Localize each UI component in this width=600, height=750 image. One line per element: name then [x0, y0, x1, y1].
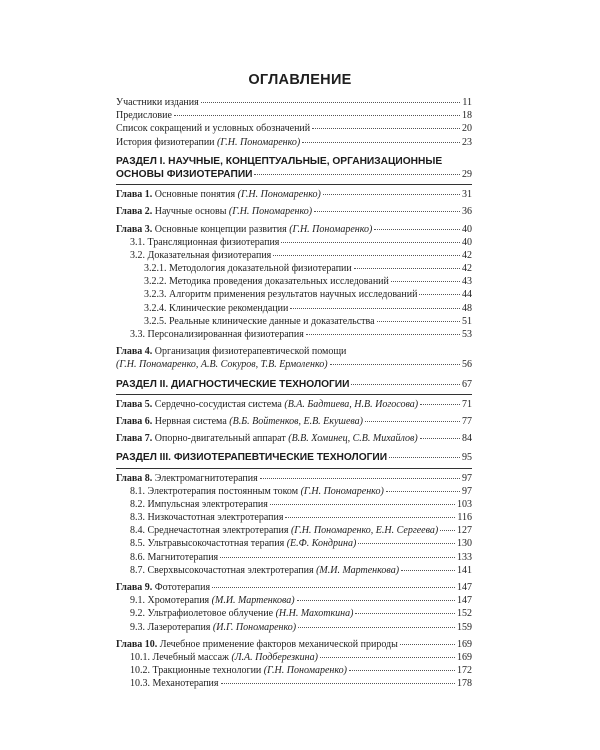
page-title: ОГЛАВЛЕНИЕ [248, 72, 352, 88]
toc-entry-label [116, 433, 418, 444]
dot-leader [174, 115, 460, 116]
toc-entry-page: 18 [462, 110, 472, 122]
dot-leader [420, 404, 460, 405]
toc-entry-page: 48 [462, 302, 472, 314]
chapter-entry[interactable] [116, 346, 472, 372]
dot-leader [351, 384, 460, 385]
subsection-author: (Г.Н. Пономаренко) [300, 485, 384, 497]
toc-entry-page: 130 [457, 538, 472, 550]
dot-leader [201, 102, 461, 103]
toc-entry-page: 103 [457, 498, 472, 510]
chapter-title: Лечебное применение факторов механической природы [159, 638, 398, 650]
toc-entry-label [116, 359, 328, 370]
subsection-entry[interactable] [116, 665, 472, 678]
subsection-number: 3.3. [130, 329, 145, 340]
subsection-entry[interactable] [116, 512, 472, 525]
toc-entry-page: 147 [457, 582, 472, 593]
toc-entry-label [130, 499, 268, 510]
chapter-number: Глава 3. [116, 223, 153, 235]
subsection-entry[interactable] [116, 250, 472, 263]
subsection-number: 8.2. [130, 498, 145, 510]
subsection-title: Механотерапия [152, 678, 219, 690]
toc-entry[interactable] [116, 137, 472, 150]
dot-leader [355, 613, 455, 614]
dot-leader [440, 530, 455, 531]
toc-entry-label [130, 525, 438, 536]
toc-entry-page: 42 [462, 249, 472, 261]
dot-leader [386, 491, 460, 492]
entry-title: Участники издания [116, 97, 199, 108]
chapter-number: Глава 5. [116, 398, 153, 410]
subsection-entry[interactable] [116, 652, 472, 665]
subsection-title: Методология доказательной физиотерапии [169, 263, 352, 275]
subsection-title: Клинические рекомендации [169, 302, 289, 314]
subsection-number: 10.3. [130, 678, 150, 690]
toc-entry-page: 97 [462, 485, 472, 497]
toc-entry-label [116, 639, 398, 650]
toc-entry-label [116, 416, 363, 427]
dot-leader [306, 334, 460, 335]
dot-leader [374, 229, 460, 230]
subsection-entry[interactable] [116, 552, 472, 565]
subsection-entry[interactable] [116, 329, 472, 342]
toc-entry-label [130, 565, 399, 576]
subsection-author: (И.Г. Пономаренко) [212, 621, 297, 633]
toc-entry-page: 141 [457, 564, 472, 576]
subsection-entry[interactable] [116, 237, 472, 250]
dot-leader [254, 174, 460, 175]
toc-entry-label [116, 399, 418, 410]
dot-leader [389, 457, 460, 458]
toc-entry-page: 159 [457, 621, 472, 633]
chapter-entry[interactable] [116, 206, 472, 219]
dot-leader [260, 478, 460, 479]
chapter-title: Электромагнитотерапия [154, 472, 258, 484]
toc-entry-page: 40 [462, 236, 472, 248]
toc-entry-label [130, 237, 279, 248]
toc-entry-page: 97 [462, 472, 472, 484]
dot-leader [312, 128, 460, 129]
chapter-author: (В.Б. Войтенков, Е.В. Екушева) [229, 415, 364, 427]
chapter-entry[interactable] [116, 582, 472, 595]
chapter-title: Научные основы [154, 206, 227, 218]
section-rule [116, 184, 472, 185]
dot-leader [302, 142, 460, 143]
chapter-entry-line [116, 346, 472, 359]
subsection-title: Трансляционная физиотерапия [147, 236, 280, 248]
section-heading-line [116, 156, 472, 169]
subsection-number: 9.1. [130, 595, 145, 607]
toc-entry-label [130, 665, 347, 676]
toc-entry-label [116, 206, 312, 217]
toc-entry-page: 116 [457, 512, 472, 524]
subsection-number: 8.1. [130, 485, 145, 497]
subsection-number: 3.2. [130, 249, 145, 261]
dot-leader [349, 670, 455, 671]
chapter-entry-row [116, 359, 472, 372]
dot-leader [212, 587, 455, 588]
subsection-title: Алгоритм применения результатов научных исследований [169, 289, 418, 301]
subsection-entry[interactable] [116, 316, 472, 329]
chapter-entry[interactable] [116, 416, 472, 429]
chapter-number: Глава 9. [116, 582, 153, 593]
dot-leader [365, 421, 460, 422]
section-heading-row [116, 452, 472, 465]
subsection-entry[interactable] [116, 486, 472, 499]
subsection-number: 10.1. [130, 651, 150, 663]
toc-entry-page: 31 [462, 189, 472, 201]
chapter-title: Основные концепции развития [154, 223, 287, 235]
toc-entry-label [116, 224, 372, 235]
subsection-title: Сверхвысокочастотная электротерапия [147, 564, 314, 576]
dot-leader [314, 211, 460, 212]
subsection-author: (Е.Ф. Кондрина) [286, 538, 357, 550]
subsection-entry[interactable] [116, 622, 472, 635]
dot-leader [290, 308, 460, 309]
section-rule [116, 394, 472, 395]
dot-leader [273, 255, 460, 256]
entry-title: Список сокращений и условных обозначений [116, 123, 311, 135]
subsection-title: Реальные клинические данные и доказательства [169, 315, 375, 327]
toc-entry-label [130, 512, 283, 523]
section-page: 29 [462, 168, 472, 180]
subsection-title: Хромотерапия [147, 595, 210, 607]
chapter-title: Основные понятия [154, 189, 236, 201]
subsection-number: 3.2.4. [144, 302, 167, 314]
dot-leader [420, 438, 460, 439]
toc-entry-page: 127 [457, 525, 472, 537]
section-page: 95 [462, 452, 472, 464]
toc-entry-label [116, 582, 210, 593]
chapter-entry[interactable] [116, 189, 472, 202]
subsection-title: Лазеротерапия [147, 621, 211, 633]
toc-entry-page: 84 [462, 433, 472, 445]
toc-entry[interactable] [116, 123, 472, 136]
toc-entry-page: 178 [457, 678, 472, 690]
dot-leader [298, 627, 455, 628]
toc-entry-page: 147 [457, 595, 472, 607]
subsection-title: Ультравысокочастотная терапия [147, 538, 285, 550]
section-page: 67 [462, 378, 472, 390]
subsection-entry[interactable] [116, 289, 472, 302]
chapter-title: Нервная система [154, 415, 227, 427]
toc-entry-page: 44 [462, 289, 472, 301]
subsection-title: Электротерапия постоянным током [147, 485, 299, 497]
dot-leader [281, 242, 460, 243]
subsection-entry[interactable] [116, 595, 472, 608]
toc-entry-page: 42 [462, 263, 472, 275]
toc-entry-page: 77 [462, 415, 472, 427]
subsection-number: 8.3. [130, 512, 145, 524]
section-rule [116, 468, 472, 469]
dot-leader [330, 364, 460, 365]
chapter-author: (В.В. Хоминец, С.В. Михайлов) [288, 433, 418, 445]
dot-leader [377, 321, 460, 322]
subsection-title: Лечебный массаж [152, 651, 229, 663]
subsection-number: 8.7. [130, 564, 145, 576]
toc-entry-page: 23 [462, 136, 472, 148]
chapter-number: Глава 7. [116, 433, 153, 445]
toc-entry-label [130, 329, 304, 340]
toc-entry-page: 40 [462, 223, 472, 235]
subsection-author: (Л.А. Подберезкина) [231, 651, 318, 663]
toc-entry-label [144, 303, 288, 314]
chapter-entry[interactable] [116, 399, 472, 412]
chapter-number: Глава 8. [116, 472, 153, 484]
chapter-author: (Г.Н. Пономаренко) [228, 206, 313, 218]
chapter-entry[interactable] [116, 224, 472, 237]
subsection-number: 3.2.5. [144, 315, 167, 327]
section-heading[interactable] [116, 156, 472, 185]
table-of-contents [116, 97, 472, 692]
chapter-number: Глава 1. [116, 189, 153, 201]
subsection-title: Низкочастотная электротерапия [147, 512, 284, 524]
toc-entry-label [130, 538, 356, 549]
subsection-title: Магнитотерапия [147, 551, 219, 563]
section-title: РАЗДЕЛ I. НАУЧНЫЕ, КОНЦЕПТУАЛЬНЫЕ, ОРГАНИЗАЦИОННЫЕ [116, 155, 443, 167]
subsection-author: (Г.Н. Пономаренко, Е.Н. Сергеева) [290, 525, 439, 537]
toc-entry-page: 53 [462, 329, 472, 340]
toc-entry-page: 51 [462, 315, 472, 327]
entry-author: (Г.Н. Пономаренко) [217, 136, 301, 148]
toc-entry-label [116, 110, 172, 121]
toc-entry-page: 133 [457, 551, 472, 563]
toc-entry-label [116, 137, 300, 148]
subsection-title: Среднечастотная электротерапия [147, 525, 289, 537]
subsection-entry[interactable] [116, 499, 472, 512]
subsection-number: 3.2.2. [144, 276, 167, 288]
toc-entry-label [130, 250, 271, 261]
toc-entry-label [116, 473, 258, 484]
subsection-entry[interactable] [116, 276, 472, 289]
dot-leader [391, 281, 460, 282]
chapter-title: Опорно-двигательный аппарат [154, 433, 286, 445]
dot-leader [221, 683, 455, 684]
subsection-title: Методика проведения доказательных исследований [169, 276, 389, 288]
dot-leader [297, 600, 455, 601]
chapter-entry[interactable] [116, 639, 472, 652]
toc-entry-label [116, 123, 310, 134]
toc-entry-page: 172 [457, 665, 472, 677]
chapter-number: Глава 2. [116, 206, 153, 218]
subsection-title: Ультрафиолетовое облучение [147, 608, 274, 620]
chapter-title: Фототерапия [154, 582, 211, 593]
toc-entry-label [130, 595, 295, 606]
dot-leader [285, 517, 455, 518]
subsection-number: 8.5. [130, 538, 145, 550]
toc-entry-label [130, 622, 296, 633]
chapter-entry[interactable] [116, 433, 472, 446]
toc-entry-label [116, 97, 199, 108]
entry-title: История физиотерапии [116, 136, 215, 148]
subsection-title: Импульсная электротерапия [147, 498, 268, 510]
section-title-cont: ОСНОВЫ ФИЗИОТЕРАПИИ [116, 168, 253, 180]
subsection-title: Тракционные технологии [152, 665, 262, 677]
toc-entry-page: 20 [462, 123, 472, 135]
toc-entry-label [130, 678, 219, 689]
subsection-number: 9.2. [130, 608, 145, 620]
chapter-author: (Г.Н. Пономаренко) [289, 223, 373, 235]
dot-leader [419, 294, 460, 295]
toc-entry-label [116, 189, 321, 200]
chapter-number: Глава 10. [116, 638, 158, 650]
section-heading[interactable] [116, 379, 472, 395]
dot-leader [323, 194, 460, 195]
chapter-entry[interactable] [116, 473, 472, 486]
chapter-page: 56 [462, 359, 472, 371]
section-heading-row [116, 169, 472, 182]
subsection-number: 9.3. [130, 621, 145, 633]
subsection-number: 3.1. [130, 236, 145, 248]
chapter-number: Глава 6. [116, 415, 153, 427]
entry-title: Предисловие [116, 110, 172, 122]
dot-leader [400, 644, 455, 645]
dot-leader [358, 543, 455, 544]
chapter-author: (Г.Н. Пономаренко) [237, 189, 321, 201]
toc-entry-label [130, 486, 384, 497]
dot-leader [320, 657, 455, 658]
subsection-title: Персонализированная физиотерапия [147, 329, 304, 340]
dot-leader [354, 268, 460, 269]
section-heading-row [116, 379, 472, 392]
subsection-author: (М.И. Мартенкова) [211, 595, 295, 607]
toc-entry-label [144, 263, 352, 274]
section-heading[interactable] [116, 452, 472, 468]
toc-entry-label [144, 289, 417, 300]
dot-leader [401, 570, 455, 571]
subsection-author: (М.И. Мартенкова) [316, 564, 400, 576]
section-title: РАЗДЕЛ II. ДИАГНОСТИЧЕСКИЕ ТЕХНОЛОГИИ [116, 378, 350, 390]
subsection-number: 3.2.1. [144, 263, 167, 275]
chapter-author: (Г.Н. Пономаренко, А.В. Сокуров, Т.В. Ермоленко) [116, 359, 328, 371]
chapter-title: Сердечно-сосудистая система [154, 398, 282, 410]
subsection-entry[interactable] [116, 608, 472, 621]
toc-entry[interactable] [116, 110, 472, 123]
toc-entry-label [144, 316, 375, 327]
subsection-entry[interactable] [116, 538, 472, 551]
chapter-author: (В.А. Бадтиева, Н.В. Иогосова) [284, 398, 419, 410]
chapter-number: Глава 4. [116, 346, 153, 358]
subsection-title: Доказательная физиотерапия [147, 249, 272, 261]
toc-entry-label [130, 552, 218, 563]
subsection-number: 10.2. [130, 665, 150, 677]
toc-entry[interactable] [116, 97, 472, 110]
toc-entry-label [144, 276, 389, 287]
subsection-entry[interactable] [116, 263, 472, 276]
dot-leader [270, 504, 455, 505]
subsection-entry[interactable] [116, 303, 472, 316]
subsection-author: (Г.Н. Пономаренко) [263, 665, 347, 677]
chapter-title: Организация физиотерапевтической помощи [154, 346, 347, 358]
subsection-entry[interactable] [116, 565, 472, 578]
subsection-entry[interactable] [116, 678, 472, 691]
subsection-author: (Н.Н. Махоткина) [275, 608, 354, 620]
subsection-number: 8.6. [130, 551, 145, 563]
dot-leader [220, 557, 455, 558]
subsection-number: 8.4. [130, 525, 145, 537]
toc-entry-page: 43 [462, 276, 472, 288]
toc-entry-page: 152 [457, 608, 472, 620]
toc-entry-page: 71 [462, 398, 472, 410]
toc-entry-page: 169 [457, 638, 472, 650]
toc-entry-label [130, 608, 353, 619]
toc-entry-page: 11 [462, 97, 472, 108]
toc-entry-label [130, 652, 318, 663]
toc-entry-page: 36 [462, 206, 472, 218]
section-title: РАЗДЕЛ III. ФИЗИОТЕРАПЕВТИЧЕСКИЕ ТЕХНОЛОГИИ [116, 452, 388, 464]
subsection-number: 3.2.3. [144, 289, 167, 301]
toc-entry-page: 169 [457, 651, 472, 663]
subsection-entry[interactable] [116, 525, 472, 538]
